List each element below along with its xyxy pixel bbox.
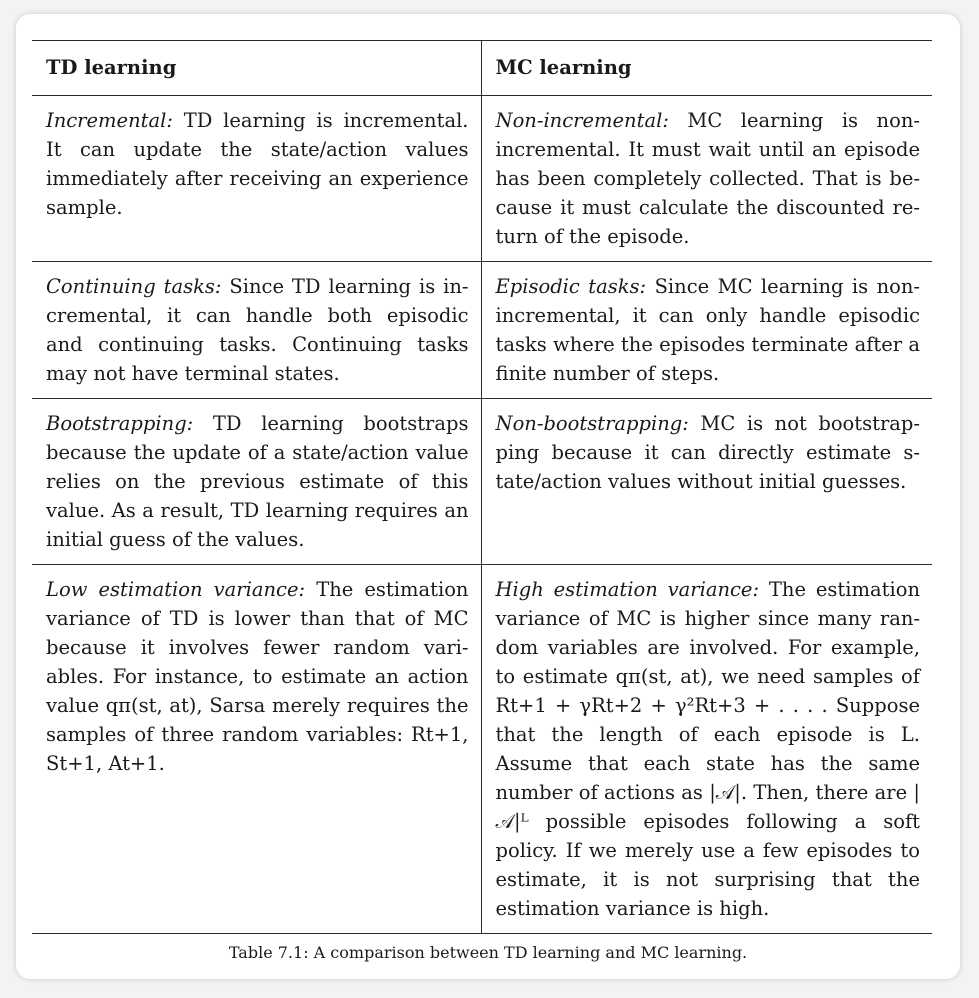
cell-text: MC is not bootstrapping because it can directly estimate state/action values without initial guesses. [495,412,921,493]
table-caption: Table 7.1: A comparison between TD learning and MC learning. [228,943,748,962]
cell-label: Non-incremental: [495,109,669,132]
cell-mc-non-bootstrapping [481,399,932,565]
cell-mc-high-variance [481,565,932,934]
table-row-variance [32,565,932,934]
table-header-row [32,41,932,96]
table-row-tasks [32,262,932,399]
document-card [16,14,960,979]
comparison-table [32,40,932,934]
cell-td-low-variance [32,565,481,934]
cell-label: Continuing tasks: [46,275,222,298]
cell-text: The estimation variance of TD is lower than that of MC because it involves fewer random variables. For instance, to estimate an action value qπ(st, at), Sarsa merely requires the samples of three random variables: Rt+1, St+1, At+1. [46,578,469,775]
table-row-bootstrapping [32,399,932,565]
cell-label: Episodic tasks: [495,275,647,298]
header-td-learning: TD learning [46,56,177,79]
cell-text: TD learning bootstraps because the update of a state/action value relies on the previous estimate of this value. As a result, TD learning requires an initial guess of the values. [46,412,469,551]
cell-label: Incremental: [46,109,173,132]
cell-label: Bootstrapping: [46,412,194,435]
cell-text: The estimation variance of MC is higher since many random variables are involved. For example, to estimate qπ(st, at), we need samples of Rt+1 + γRt+2 + γ²Rt+3 + . . . . Suppose that the length of each episode is L. Assume that each state has the same number of actions as |𝒜|. Then, there are |𝒜|ᴸ possible episodes following a soft policy. If we merely use a few episodes to estimate, it is not surprising that the estimation variance is high. [495,578,920,920]
cell-text: Since MC learning is non-incremental, it can only handle episodic tasks where the episodes terminate after a finite number of steps. [495,275,921,385]
cell-td-continuing-tasks [32,262,481,399]
cell-label: Non-bootstrapping: [495,412,689,435]
cell-text: TD learning is incremental. It can update the state/action values immediately after receiving an experience sample. [46,109,469,219]
cell-text: MC learning is non-incremental. It must wait until an episode has been completely collected. That is because it must calculate the discounted return of the episode. [495,109,921,248]
cell-label: High estimation variance: [495,578,760,601]
cell-td-incremental [32,96,481,262]
cell-mc-episodic-tasks [481,262,932,399]
cell-td-bootstrapping [32,399,481,565]
header-mc-learning: MC learning [481,41,932,96]
cell-label: Low estimation variance: [46,578,306,601]
cell-mc-non-incremental [481,96,932,262]
table-row-incremental [32,96,932,262]
cell-text: Since TD learning is incremental, it can handle both episodic and continuing tasks. Continuing tasks may not have terminal states. [46,275,469,385]
